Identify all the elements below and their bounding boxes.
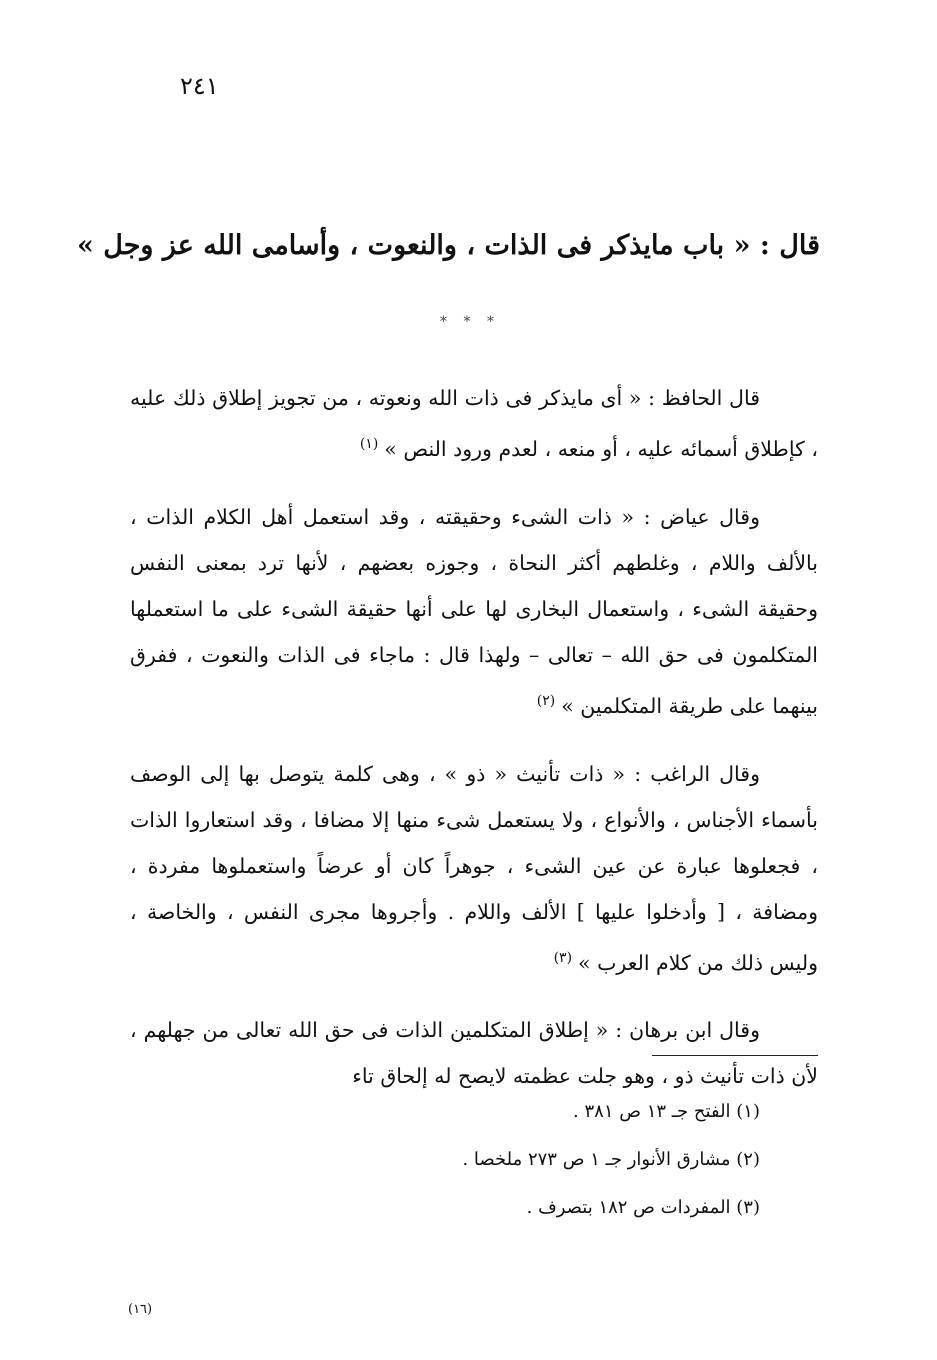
footnote: (١) الفتح جـ ١٣ ص ٣٨١ .: [573, 1101, 760, 1122]
paragraph-text: قال الحافظ : « أى مايذكر فى ذات الله ونعوته ، من تجويز إطلاق ذلك عليه ، كإطلاق أسمائه عليه ، أو منعه ، لعدم ورود النص »: [130, 386, 818, 461]
body-text: [130, 375, 818, 1099]
footnote-marker: (٣): [553, 949, 573, 966]
paragraph: [130, 751, 818, 986]
paragraph-text: وقال عياض : « ذات الشىء وحقيقته ، وقد استعمل أهل الكلام الذات ، بالألف واللام ، وغلطهم أكثر النحاة ، وجوزه بعضهم ، لأنها ترد بمعنى النفس وحقيقة الشىء ، واستعمال البخارى لها على أنها حقيقة الشىء على ما استعملها المتكلمون فى حق الله – تعالى – ولهذا قال : ماجاء فى الذات والنعوت ، ففرق بينهما على طريقة المتكلمين »: [130, 504, 818, 718]
footnote-divider: [652, 1055, 818, 1056]
paragraph: [130, 494, 818, 729]
footnote-marker: (٢): [536, 692, 556, 709]
signature-mark: (١٦): [128, 1302, 153, 1317]
footnote: (٣) المفردات ص ١٨٢ بتصرف .: [526, 1197, 760, 1218]
footnotes: [180, 1088, 760, 1232]
paragraph-text: وقال ابن برهان : « إطلاق المتكلمين الذات فى حق الله تعالى من جهلهم ، لأن ذات تأنيث ذو ، وهو جلت عظمته لايصح له إلحاق تاء: [130, 1018, 818, 1089]
paragraph: [130, 1007, 818, 1099]
paragraph-text: وقال الراغب : « ذات تأنيث « ذو » ، وهى كلمة يتوصل بها إلى الوصف بأسماء الأجناس ، والأنواع ، ولا يستعمل شىء منها إلا مضافا ، وقد استعاروا الذات ، فجعلوها عبارة عن عين الشىء ، جوهراً كان أو عرضاً واستعملوها مفردة ، ومضافة ، [ وأدخلوا عليها ] الألف واللام . وأجروها مجرى النفس ، والخاصة ، وليس ذلك من كلام العرب »: [130, 761, 818, 975]
chapter-heading: قال : « باب مايذكر فى الذات ، والنعوت ، وأسامى الله عز وجل »: [76, 230, 820, 261]
paragraph: [130, 375, 818, 472]
asterisk-separator: * * *: [440, 314, 500, 330]
page-number: ٢٤١: [180, 72, 219, 100]
footnote: (٢) مشارق الأنوار جـ ١ ص ٢٧٣ ملخصا .: [462, 1149, 760, 1170]
footnote-marker: (١): [359, 436, 379, 452]
